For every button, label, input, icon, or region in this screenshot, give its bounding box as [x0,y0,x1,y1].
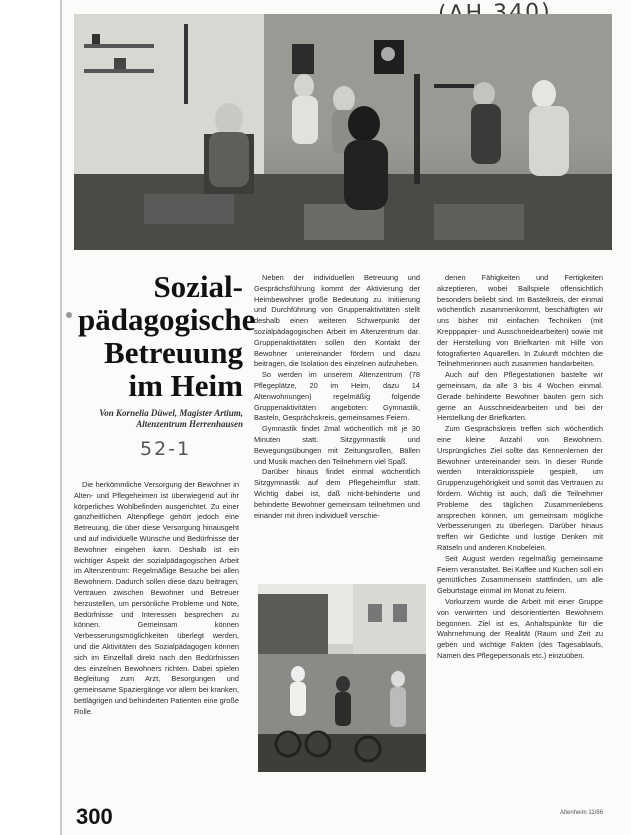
paragraph: So werden im unserem Altenzentrum (78 Pflegeplätze, 20 im Heim, dazu 14 Altenwohnungen) regelmäßig folgende Gruppenaktivitäten angeboten: Gymnastik, Basteln, Gesprächskreis, gemeinsames Feiern. [254,370,420,423]
footer-source: Altenheim 11/86 [560,810,603,816]
paragraph: Die herkömmliche Versorgung der Bewohner in Alten- und Pflegeheimen ist überwiegend auf ihr körperliches Wohlbefinden ausgerichtet. Zu einer ganzheitlichen Altenpflege gehört jedoch eine Betreuung, die über diese Versorgung hinausgeht und auf individuelle Wünsche und Bedürfnisse der Bewohner eingehen kann. Deshalb ist ein wichtiger Aspekt der sozialpädagogischen Arbeit im Altenzentrum: Regelmäßige Besuche bei allen Bewohnern. Dadurch sollen diese dazu beitragen, Vertrauen zwischen Bewohner und Betreuer herzustellen, um persönliche Probleme und Nöte, Bedürfnisse und Interessen besprechen zu können. Gemeinsam können Verbesserungsmöglichkeiten überlegt werden, und die Aktivitäten des Sozialpädagogen können sich im Einzelfall direkt nach den Bedürfnissen des einzelnen Bewohners richten. Dabei spielen Begleitung zum Arzt, Besorgungen und gemeinsame Spaziergänge vor allem bei kranken, bettlägrigen und behinderten Patienten eine große Rolle. [74,480,239,716]
paragraph: Zum Gesprächskreis treffen sich wöchentlich eine kleine Anzahl von Bewohnern. Ursprüngliches Ziel sollte das Kennenlernen der Bewohner untereinander sein. In dieser Runde werden Interaktionsspiele gespielt, um Gruppenzugehörigkeit und somit das Vertrauen zu fördern. Wichtig ist auch, daß die Teilnehmer Probleme des täglichen Zusammenlebens ansprechen können, um gemeinsam mögliche Verbesserungen zu überlegen. Darüber hinaus treffen wir Gedichte und lustige Denken mit Rätseln und anderen Knobeleien. [437,424,603,552]
paragraph: Darüber hinaus findet einmal wöchentlich Sitzgymnastik auf dem Pflegeheimflur statt. Wichtig dabei ist, daß nicht-behinderte und behinderte Bewohner gemeinsam teilnehmen und einander mit ihren individuell verschie- [254,467,420,520]
photo-group-session [74,14,612,250]
paragraph: Seit August werden regelmäßig gemeinsame Feiern veranstaltet. Bei Kaffee und Kuchen soll ein gemütliches Zusammensein stattfinden, um alle Geburtstage einmal im Monat zu feiern. [437,553,603,596]
handwritten-margin-note: 52-1 [140,438,192,460]
paragraph: Vorkurzem wurde die Arbeit mit einer Gruppe von verwirrten und desorientierten Bewohnern begonnen. Ziel ist es, Anhaltspunkte für die Wahrnehmung der Realität (Raum und Zeit zu geben und wichtige Fakten (des Tagesablaufs, Namen des Pflegepersonals etc.) einzuüben. [437,596,603,660]
text-column-1 [74,480,239,818]
photo-group-session-image [74,14,612,250]
margin-mark [66,312,72,318]
title-line: Betreuung [104,335,243,370]
text-column-3 [437,273,603,795]
article-title [78,269,256,403]
paragraph: Auch auf den Pflegestationen bastelte wir gemeinsam, da alle 3 bis 4 Wochen einmal. Gerade behinderte Bewohner bauten gern sich gerne an Ausschneidearbeiten und bei der Herstellung der Briefkarten. [437,370,603,423]
paragraph: Gymnastik findet 2mal wöchentlich mit je 30 Minuten statt. Sitzgymnastik und Bewegungsübungen mit Zeitungsrollen, Bällen und Musik machen den Teilnehmern viel Spaß. [254,424,420,466]
title-line: im Heim [128,368,243,403]
paragraph: Neben der individuellen Betreuung und Gesprächsführung kommt der Aktivierung der Heimbewohner große Bedeutung zu. Initiierung und Durchführung von Gruppenaktivitäten stellt deshalb einen weiteren Schwerpunkt der sozialpädagogischen Arbeit im Altenzentrum dar. Gruppenaktivitäten sollen den Kontakt der Bewohner untereinander fördern und dazu beitragen, die Isolation des einzelnen aufzuheben. [254,273,420,369]
article-byline: Von Kornelia Düwel, Magister Artium, Altenzentrum Herrenhausen [99,408,243,429]
page-spine [60,0,62,835]
title-line: Sozial- [153,269,243,304]
page-number: 300 [76,804,113,829]
text-column-2 [254,273,420,579]
title-line: pädagogische [78,302,256,337]
photo-outdoor-group-image [258,584,426,772]
paragraph: denen Fähigkeiten und Fertigkeiten akzeptieren, wobei Ballspiele offensichtlich besonders beliebt sind. Im Bastelkreis, der einmal wöchentlich zusammenkommt, beschäftigten wir uns bisher mit einfachen Techniken (mit Krepppapier- und Ausschneidearbeiten) sowie mit der Herstellung von Briefkarten mit Hilfe von fotografierten Aquarellen. In Zukunft möchten die Teilnehmerinnen auch zusammen handarbeiten. [437,273,603,369]
photo-outdoor-group [258,584,426,772]
